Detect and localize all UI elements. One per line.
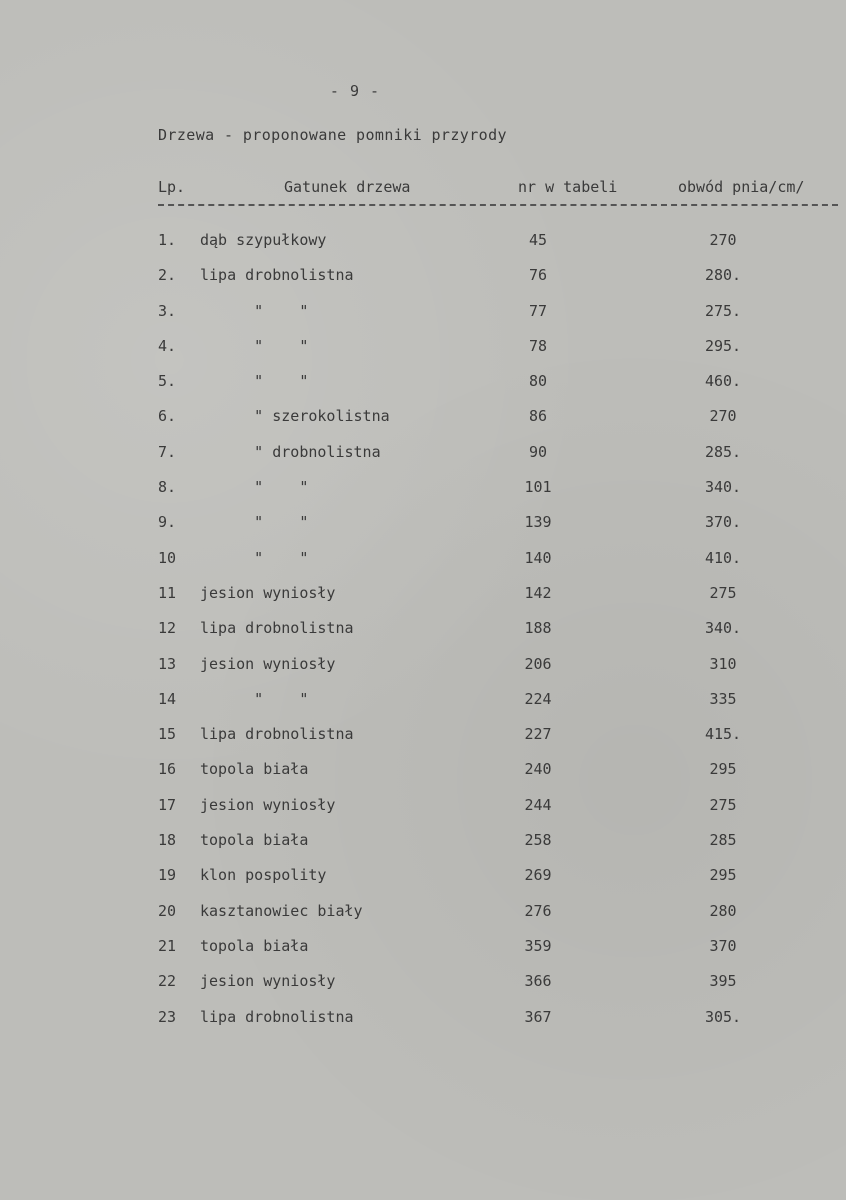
row-lp: 5.: [158, 372, 177, 391]
row-girth: 395: [709, 972, 737, 991]
row-lp: 11: [158, 583, 177, 602]
row-lp: 4.: [158, 336, 177, 355]
row-species: " szerokolistna: [200, 407, 390, 426]
row-lp: 14: [158, 689, 177, 708]
row-girth: 270: [709, 231, 737, 249]
row-girth: 410.: [704, 548, 742, 567]
row-girth: 310: [709, 654, 737, 673]
table-row: [158, 619, 838, 654]
table-header: [158, 178, 838, 200]
table-row: [158, 831, 838, 866]
row-species: " ": [200, 336, 309, 355]
row-species: jesion wyniosły: [200, 972, 336, 991]
table-row: [158, 796, 838, 831]
page-number: - 9 -: [329, 82, 381, 100]
row-lp: 20: [158, 901, 177, 920]
row-table-no: 227: [524, 725, 552, 744]
table-row: [158, 655, 838, 690]
row-species: klon pospolity: [200, 866, 327, 885]
row-lp: 3.: [158, 301, 177, 320]
row-girth: 370: [709, 936, 737, 955]
row-table-no: 90: [528, 442, 548, 461]
row-table-no: 101: [524, 478, 552, 497]
row-species: " ": [200, 478, 309, 497]
row-species: lipa drobnolistna: [200, 619, 354, 638]
row-lp: 16: [158, 760, 177, 779]
row-lp: 18: [158, 831, 177, 850]
row-lp: 22: [158, 972, 177, 991]
tree-table: [158, 231, 838, 1043]
row-girth: 270: [709, 407, 737, 426]
table-row: [158, 266, 838, 301]
row-table-no: 240: [524, 760, 552, 779]
table-row: [158, 902, 838, 937]
row-table-no: 367: [524, 1007, 552, 1026]
row-species: jesion wyniosły: [200, 795, 336, 814]
row-species: lipa drobnolistna: [200, 266, 354, 285]
row-species: topola biała: [200, 936, 309, 955]
table-row: [158, 584, 838, 619]
row-lp: 9.: [158, 513, 177, 532]
table-row: [158, 478, 838, 513]
header-species: Gatunek drzewa: [284, 178, 411, 196]
row-lp: 1.: [158, 231, 177, 249]
row-table-no: 76: [528, 266, 548, 285]
row-species: lipa drobnolistna: [200, 1007, 354, 1026]
row-lp: 15: [158, 725, 177, 744]
row-girth: 295: [709, 760, 737, 779]
table-row: [158, 866, 838, 901]
row-table-no: 359: [524, 936, 552, 955]
table-row: [158, 549, 838, 584]
row-lp: 6.: [158, 407, 177, 426]
table-row: [158, 407, 838, 442]
row-girth: 295.: [704, 336, 742, 355]
table-row: [158, 443, 838, 478]
row-lp: 13: [158, 654, 177, 673]
row-girth: 280.: [704, 266, 742, 285]
row-species: topola biała: [200, 831, 309, 850]
header-girth: obwód pnia/cm/: [678, 178, 805, 196]
row-lp: 21: [158, 936, 177, 955]
row-table-no: 224: [524, 689, 552, 708]
table-row: [158, 231, 838, 266]
row-lp: 10: [158, 548, 177, 567]
row-girth: 340.: [704, 478, 742, 497]
table-row: [158, 1008, 838, 1043]
table-row: [158, 372, 838, 407]
row-girth: 275: [709, 583, 737, 602]
row-species: " ": [200, 513, 309, 532]
row-table-no: 86: [528, 407, 548, 426]
row-girth: 460.: [704, 372, 742, 391]
header-lp: Lp.: [158, 178, 186, 196]
row-species: kasztanowiec biały: [200, 901, 363, 920]
table-row: [158, 513, 838, 548]
row-girth: 275: [709, 795, 737, 814]
row-table-no: 206: [524, 654, 552, 673]
document-title: Drzewa - proponowane pomniki przyrody: [158, 126, 507, 144]
row-table-no: 366: [524, 972, 552, 991]
table-row: [158, 937, 838, 972]
row-table-no: 142: [524, 583, 552, 602]
row-table-no: 140: [524, 548, 552, 567]
row-girth: 285.: [704, 442, 742, 461]
table-row: [158, 337, 838, 372]
row-table-no: 188: [524, 619, 552, 638]
row-girth: 415.: [704, 725, 742, 744]
row-table-no: 258: [524, 831, 552, 850]
table-row: [158, 972, 838, 1007]
row-lp: 8.: [158, 478, 177, 497]
table-row: [158, 725, 838, 760]
row-lp: 2.: [158, 266, 177, 285]
table-row: [158, 760, 838, 795]
row-girth: 340.: [704, 619, 742, 638]
row-species: topola biała: [200, 760, 309, 779]
row-table-no: 269: [524, 866, 552, 885]
row-lp: 7.: [158, 442, 177, 461]
row-lp: 19: [158, 866, 177, 885]
row-girth: 275.: [704, 301, 742, 320]
row-table-no: 139: [524, 513, 552, 532]
row-table-no: 276: [524, 901, 552, 920]
row-girth: 280: [709, 901, 737, 920]
row-species: jesion wyniosły: [200, 654, 336, 673]
row-species: jesion wyniosły: [200, 583, 336, 602]
row-girth: 295: [709, 866, 737, 885]
header-divider: [158, 204, 838, 206]
row-table-no: 78: [528, 336, 548, 355]
row-girth: 305.: [704, 1007, 742, 1026]
row-species: " ": [200, 548, 309, 567]
row-table-no: 244: [524, 795, 552, 814]
row-lp: 17: [158, 795, 177, 814]
row-table-no: 80: [528, 372, 548, 391]
row-species: " ": [200, 689, 309, 708]
row-girth: 335: [709, 689, 737, 708]
row-table-no: 45: [528, 231, 548, 249]
row-girth: 370.: [704, 513, 742, 532]
row-table-no: 77: [528, 301, 548, 320]
row-girth: 285: [709, 831, 737, 850]
table-row: [158, 690, 838, 725]
row-species: " drobnolistna: [200, 442, 381, 461]
header-table-no: nr w tabeli: [518, 178, 618, 196]
row-species: dąb szypułkowy: [200, 231, 327, 249]
table-row: [158, 302, 838, 337]
row-species: " ": [200, 372, 309, 391]
row-species: lipa drobnolistna: [200, 725, 354, 744]
row-species: " ": [200, 301, 309, 320]
row-lp: 23: [158, 1007, 177, 1026]
row-lp: 12: [158, 619, 177, 638]
